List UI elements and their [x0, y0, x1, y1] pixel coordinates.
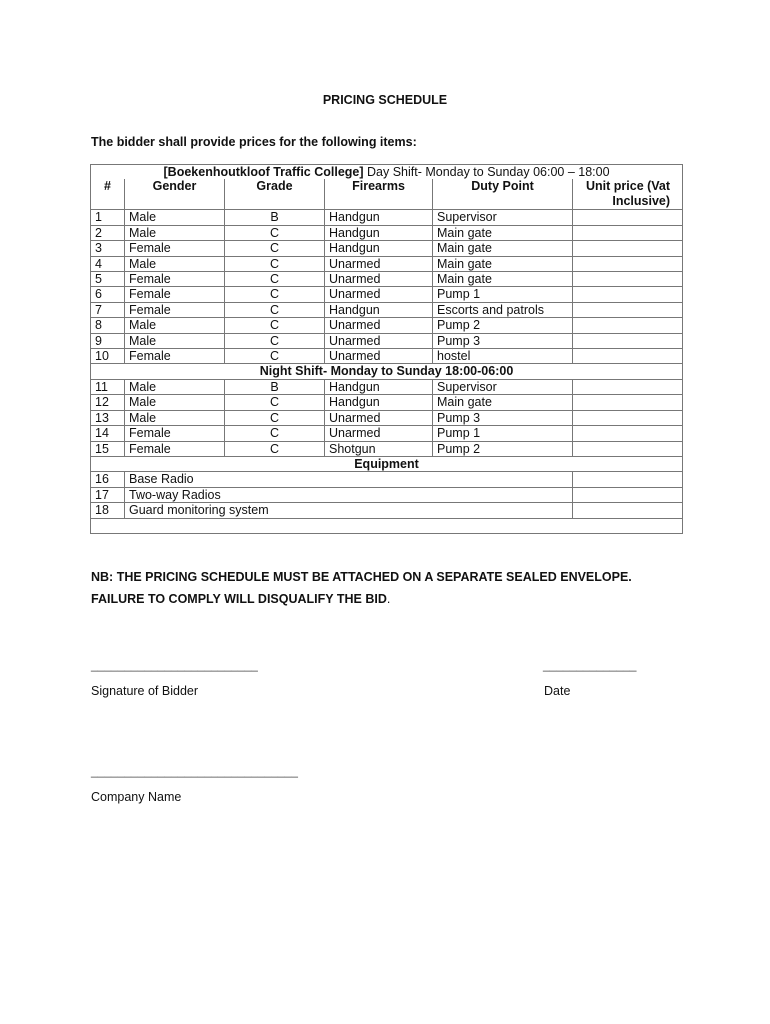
table-row: [91, 333, 683, 348]
grade-cell: C: [225, 256, 325, 271]
grade-cell: C: [225, 287, 325, 302]
company-name-line: _______________________________: [91, 764, 298, 778]
venue-name: [Boekenhoutkloof Traffic College]: [163, 165, 364, 179]
unit-price-cell: [573, 225, 683, 240]
grade-cell: C: [225, 349, 325, 364]
firearm-cell: Unarmed: [325, 426, 433, 441]
unit-price-cell: [573, 333, 683, 348]
duty-point-cell: Main gate: [433, 272, 573, 287]
pricing-table: [90, 164, 683, 534]
bidder-signature-label: Signature of Bidder: [91, 684, 199, 698]
table-row: [91, 349, 683, 364]
table-row: [91, 503, 683, 518]
grade-cell: C: [225, 272, 325, 287]
grade-cell: B: [225, 210, 325, 225]
row-number: 12: [91, 395, 125, 410]
duty-point-cell: Pump 1: [433, 287, 573, 302]
duty-point-cell: Pump 3: [433, 410, 573, 425]
gender-cell: Female: [125, 287, 225, 302]
row-number: 1: [91, 210, 125, 225]
table-row: [91, 210, 683, 225]
equipment-banner-row: [91, 456, 683, 471]
duty-point-cell: Pump 1: [433, 426, 573, 441]
date-label: Date: [544, 684, 571, 698]
firearm-cell: Handgun: [325, 302, 433, 317]
col-header-unit-price: Unit price (Vat Inclusive): [573, 179, 683, 210]
row-number: 8: [91, 318, 125, 333]
row-number: 6: [91, 287, 125, 302]
night-shift-banner-row: [91, 364, 683, 379]
gender-cell: Female: [125, 441, 225, 456]
unit-price-cell: [573, 395, 683, 410]
firearm-cell: Unarmed: [325, 287, 433, 302]
gender-cell: Male: [125, 225, 225, 240]
unit-price-cell: [573, 487, 683, 502]
unit-price-cell: [573, 441, 683, 456]
gender-cell: Male: [125, 379, 225, 394]
unit-price-cell: [573, 410, 683, 425]
firearm-cell: Handgun: [325, 225, 433, 240]
equipment-item-cell: Guard monitoring system: [125, 503, 573, 518]
row-number: 17: [91, 487, 125, 502]
date-line: ______________: [543, 658, 637, 672]
unit-price-cell: [573, 379, 683, 394]
firearm-cell: Unarmed: [325, 272, 433, 287]
header-row: [91, 179, 683, 210]
col-header-grade: Grade: [225, 179, 325, 210]
gender-cell: Male: [125, 395, 225, 410]
duty-point-cell: Main gate: [433, 225, 573, 240]
row-number: 4: [91, 256, 125, 271]
table-row: [91, 410, 683, 425]
firearm-cell: Unarmed: [325, 256, 433, 271]
table-row: [91, 487, 683, 502]
company-name-label: Company Name: [91, 790, 182, 804]
gender-cell: Male: [125, 256, 225, 271]
unit-price-cell: [573, 426, 683, 441]
unit-price-cell: [573, 472, 683, 487]
unit-price-cell: [573, 241, 683, 256]
grade-cell: C: [225, 241, 325, 256]
gender-cell: Male: [125, 410, 225, 425]
table-row: [91, 225, 683, 240]
firearm-cell: Handgun: [325, 395, 433, 410]
firearm-cell: Unarmed: [325, 333, 433, 348]
gender-cell: Male: [125, 318, 225, 333]
gender-cell: Female: [125, 349, 225, 364]
grade-cell: C: [225, 426, 325, 441]
row-number: 13: [91, 410, 125, 425]
bidder-signature-line: _________________________: [91, 658, 258, 672]
grade-cell: C: [225, 318, 325, 333]
day-shift-schedule: Day Shift- Monday to Sunday 06:00 – 18:00: [363, 165, 610, 179]
table-row: [91, 395, 683, 410]
duty-point-cell: Pump 3: [433, 333, 573, 348]
gender-cell: Female: [125, 241, 225, 256]
duty-point-cell: Main gate: [433, 241, 573, 256]
table-row: [91, 379, 683, 394]
notice-line-2: [91, 592, 390, 606]
blank-row: [91, 518, 683, 533]
notice-line-1: NB: THE PRICING SCHEDULE MUST BE ATTACHED ON A SEPARATE SEALED ENVELOPE.: [91, 570, 632, 584]
intro-text: The bidder shall provide prices for the following items:: [91, 135, 417, 149]
table-row: [91, 287, 683, 302]
col-header-gender: Gender: [125, 179, 225, 210]
row-number: 3: [91, 241, 125, 256]
firearm-cell: Unarmed: [325, 318, 433, 333]
night-shift-banner: Night Shift- Monday to Sunday 18:00-06:00: [91, 364, 683, 379]
firearm-cell: Handgun: [325, 241, 433, 256]
row-number: 7: [91, 302, 125, 317]
col-header-number: #: [91, 179, 125, 210]
duty-point-cell: hostel: [433, 349, 573, 364]
duty-point-cell: Pump 2: [433, 441, 573, 456]
unit-price-cell: [573, 318, 683, 333]
firearm-cell: Shotgun: [325, 441, 433, 456]
unit-price-cell: [573, 287, 683, 302]
unit-price-cell: [573, 349, 683, 364]
duty-point-cell: Supervisor: [433, 379, 573, 394]
grade-cell: C: [225, 410, 325, 425]
firearm-cell: Unarmed: [325, 410, 433, 425]
row-number: 18: [91, 503, 125, 518]
equipment-banner: Equipment: [91, 456, 683, 471]
row-number: 5: [91, 272, 125, 287]
table-row: [91, 241, 683, 256]
grade-cell: C: [225, 395, 325, 410]
firearm-cell: Handgun: [325, 210, 433, 225]
table-row: [91, 441, 683, 456]
row-number: 9: [91, 333, 125, 348]
pricing-table-body: [91, 165, 683, 534]
firearm-cell: Unarmed: [325, 349, 433, 364]
duty-point-cell: Supervisor: [433, 210, 573, 225]
duty-point-cell: Main gate: [433, 395, 573, 410]
gender-cell: Female: [125, 302, 225, 317]
grade-cell: C: [225, 302, 325, 317]
blank-cell: [91, 518, 683, 533]
firearm-cell: Handgun: [325, 379, 433, 394]
day-shift-banner-row: [91, 165, 683, 180]
notice-line-2-text: FAILURE TO COMPLY WILL DISQUALIFY THE BID: [91, 592, 387, 606]
grade-cell: C: [225, 333, 325, 348]
table-row: [91, 318, 683, 333]
equipment-item-cell: Two-way Radios: [125, 487, 573, 502]
row-number: 15: [91, 441, 125, 456]
row-number: 11: [91, 379, 125, 394]
row-number: 2: [91, 225, 125, 240]
duty-point-cell: Escorts and patrols: [433, 302, 573, 317]
duty-point-cell: Pump 2: [433, 318, 573, 333]
table-row: [91, 302, 683, 317]
row-number: 10: [91, 349, 125, 364]
table-row: [91, 272, 683, 287]
equipment-item-cell: Base Radio: [125, 472, 573, 487]
unit-price-cell: [573, 302, 683, 317]
page-title: PRICING SCHEDULE: [322, 93, 448, 107]
unit-price-cell: [573, 256, 683, 271]
gender-cell: Male: [125, 210, 225, 225]
grade-cell: B: [225, 379, 325, 394]
grade-cell: C: [225, 225, 325, 240]
gender-cell: Male: [125, 333, 225, 348]
grade-cell: C: [225, 441, 325, 456]
day-shift-banner: [91, 165, 683, 180]
gender-cell: Female: [125, 426, 225, 441]
col-header-firearms: Firearms: [325, 179, 433, 210]
duty-point-cell: Main gate: [433, 256, 573, 271]
table-row: [91, 426, 683, 441]
table-row: [91, 256, 683, 271]
col-header-duty-point: Duty Point: [433, 179, 573, 210]
notice-line-2-period: .: [386, 592, 391, 606]
unit-price-cell: [573, 272, 683, 287]
row-number: 14: [91, 426, 125, 441]
row-number: 16: [91, 472, 125, 487]
gender-cell: Female: [125, 272, 225, 287]
table-row: [91, 472, 683, 487]
unit-price-cell: [573, 503, 683, 518]
unit-price-cell: [573, 210, 683, 225]
